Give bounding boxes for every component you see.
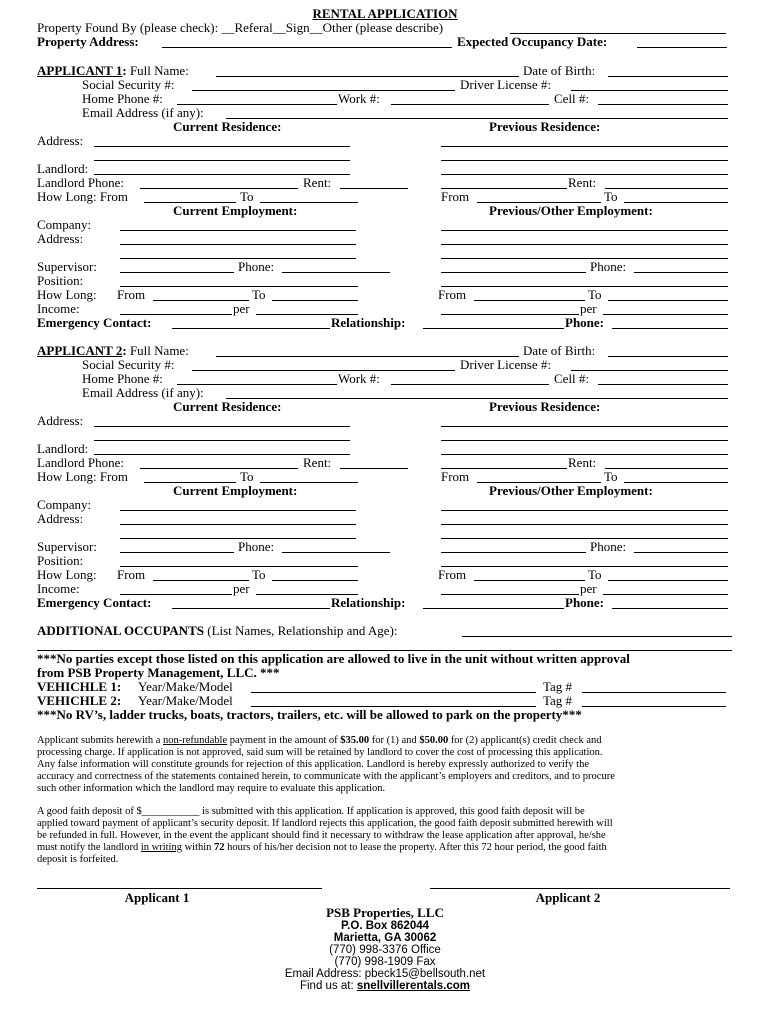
current-employment-to-field[interactable] [272,580,358,581]
previous-income-per-label: per [580,301,597,316]
current-position-field[interactable] [120,566,358,567]
driver-license-label: Driver License #: [460,77,551,92]
company-website-link[interactable]: snellvillerentals.com [356,980,471,992]
previous-address-field[interactable] [441,426,728,427]
current-employment-heading: Current Employment: [173,483,298,498]
current-employer-address-field[interactable] [120,524,356,525]
current-address-label: Address: [37,413,84,428]
previous-residence-heading: Previous Residence: [489,119,601,134]
previous-employer-address-field-2[interactable] [441,538,728,539]
relationship-field[interactable] [423,328,564,329]
previous-to-label: To [604,469,618,484]
previous-supervisor-phone-label: Phone: [590,539,627,554]
previous-income-field[interactable] [441,594,579,595]
previous-company-field[interactable] [441,510,728,511]
vehicle-2-tag-label: Tag # [543,693,573,708]
email-field[interactable] [226,118,728,119]
emergency-contact-field[interactable] [172,328,330,329]
previous-employment-heading: Previous/Other Employment: [489,483,653,498]
terms-p1-line2: processing charge. If application is not approved, said sum will be retained by landlord to cover the cost of processing this application. [37,747,603,758]
current-income-per-label: per [233,301,250,316]
current-address-field[interactable] [94,146,350,147]
previous-employment-to-label: To [588,567,602,582]
current-rent-field[interactable] [340,468,408,469]
terms-p2-line3: be refunded in full. However, in the event the applicant should find it necessary to withdraw the lease application after approval, he/she [37,830,606,841]
terms-p1-line3: Any false information will constitute grounds for rejection of this application. Landlord is hereby expressly authorized to verify the [37,759,589,770]
notice-occupants-line2: from PSB Property Management, LLC. *** [37,665,280,680]
current-supervisor-phone-field[interactable] [282,552,390,553]
previous-employment-to-field[interactable] [608,300,728,301]
current-employment-heading: Current Employment: [173,203,298,218]
previous-employment-from-label: From [438,287,467,302]
previous-employment-from-label: From [438,567,467,582]
previous-employment-heading: Previous/Other Employment: [489,203,653,218]
dob-field[interactable] [608,76,728,77]
income-label: Income: [37,301,80,316]
relationship-label: Relationship: [331,595,406,610]
current-company-field[interactable] [120,230,356,231]
email-field[interactable] [226,398,728,399]
previous-rent-label: Rent: [568,175,597,190]
previous-supervisor-phone-label: Phone: [590,259,627,274]
employer-address-label: Address: [37,511,84,526]
emergency-phone-field[interactable] [612,328,728,329]
dob-label: Date of Birth: [523,343,596,358]
previous-to-label: To [604,189,618,204]
current-how-long-label: How Long: From [37,469,128,484]
previous-position-field[interactable] [441,286,728,287]
applicant-heading: APPLICANT 1: Full Name: [37,63,189,78]
previous-employment-from-field[interactable] [474,300,585,301]
terms-p2-line5: deposit is forfeited. [37,854,119,865]
occupancy-date-label: Expected Occupancy Date: [457,34,608,49]
current-to-label: To [240,469,254,484]
current-to-label: To [240,189,254,204]
previous-employment-from-field[interactable] [474,580,585,581]
current-landlord-label: Landlord: [37,161,89,176]
employment-how-long-label: How Long: [37,567,97,582]
additional-occupants-label: ADDITIONAL OCCUPANTS (List Names, Relationship and Age): [37,623,398,638]
employment-how-long-label: How Long: [37,287,97,302]
company-email: Email Address: pbeck15@bellsouth.net [284,968,486,980]
current-supervisor-phone-label: Phone: [238,259,275,274]
terms-p2-line4: must notify the landlord in writing within 72 hours of his/her decision not to lease the property. After this 72 hour period, the good faith [37,842,607,853]
previous-employer-address-field[interactable] [441,244,728,245]
current-rent-label: Rent: [303,175,332,190]
previous-employment-to-field[interactable] [608,580,728,581]
employer-address-label: Address: [37,231,84,246]
previous-position-field[interactable] [441,566,728,567]
work-phone-field[interactable] [391,384,549,385]
emergency-contact-label: Emergency Contact: [37,315,152,330]
ssn-label: Social Security #: [82,357,175,372]
supervisor-label: Supervisor: [37,539,97,554]
vehicle-2-ymm-label: Year/Make/Model [138,693,233,708]
dob-field[interactable] [608,356,728,357]
current-landlord-phone-field[interactable] [140,188,298,189]
current-residence-heading: Current Residence: [173,119,282,134]
dob-label: Date of Birth: [523,63,596,78]
property-address-label: Property Address: [37,34,139,49]
relationship-field[interactable] [423,608,564,609]
company-name: PSB Properties, LLC [326,905,444,920]
vehicle-1-tag-field[interactable] [582,692,726,693]
current-income-per-label: per [233,581,250,596]
emergency-contact-field[interactable] [172,608,330,609]
emergency-phone-label: Phone: [565,595,604,610]
work-phone-field[interactable] [391,104,549,105]
previous-income-period-field[interactable] [603,594,728,595]
previous-employer-address-field-2[interactable] [441,258,728,259]
previous-from-label: From [441,189,470,204]
previous-from-label: From [441,469,470,484]
email-label: Email Address (if any): [82,385,204,400]
previous-rent-label: Rent: [568,455,597,470]
previous-income-per-label: per [580,581,597,596]
previous-employer-address-field[interactable] [441,524,728,525]
previous-income-period-field[interactable] [603,314,728,315]
previous-supervisor-field[interactable] [441,272,586,273]
employment-to-label: To [252,287,266,302]
emergency-phone-field[interactable] [612,608,728,609]
ssn-label: Social Security #: [82,77,175,92]
relationship-label: Relationship: [331,315,406,330]
current-landlord-label: Landlord: [37,441,89,456]
employment-to-label: To [252,567,266,582]
applicant-title: APPLICANT 2 [37,343,123,358]
income-label: Income: [37,581,80,596]
current-supervisor-phone-label: Phone: [238,539,275,554]
current-supervisor-phone-field[interactable] [282,272,390,273]
current-how-long-label: How Long: From [37,189,128,204]
emergency-phone-label: Phone: [565,315,604,330]
employment-from-label: From [117,287,146,302]
home-phone-label: Home Phone #: [82,371,163,386]
company-label: Company: [37,217,92,232]
previous-employment-to-label: To [588,287,602,302]
cell-phone-field[interactable] [598,104,728,105]
notice-occupants-line1: ***No parties except those listed on this application are allowed to live in the unit without written approval [37,651,630,666]
work-phone-label: Work #: [338,91,380,106]
company-po-box: P.O. Box 862044 [340,920,430,932]
driver-license-field[interactable] [571,90,728,91]
vehicle-1-ymm-label: Year/Make/Model [138,679,233,694]
ssn-field[interactable] [192,370,455,371]
company-office-phone: (770) 998-3376 Office [329,944,441,956]
current-company-field[interactable] [120,510,356,511]
applicant-heading: APPLICANT 2: Full Name: [37,343,189,358]
previous-income-field[interactable] [441,314,579,315]
property-address-field[interactable] [162,47,452,48]
current-position-field[interactable] [120,286,358,287]
cell-phone-field[interactable] [598,384,728,385]
previous-residence-heading: Previous Residence: [489,399,601,414]
ssn-field[interactable] [192,90,455,91]
current-address-label: Address: [37,133,84,148]
found-by-label: Property Found By (please check): __Referal__Sign__Other (please describe) [37,20,444,35]
previous-supervisor-phone-field[interactable] [634,552,728,553]
current-rent-field[interactable] [340,188,408,189]
vehicle-2-tag-field[interactable] [582,706,726,707]
terms-p2-line1: A good faith deposit of $___________ is submitted with this application. If application is approved, this good faith deposit will be [37,806,585,817]
previous-address-field-2[interactable] [441,160,728,161]
vehicle-1-tag-label: Tag # [543,679,573,694]
current-address-field-2[interactable] [94,440,350,441]
cell-phone-label: Cell #: [554,91,590,106]
current-address-field-2[interactable] [94,160,350,161]
current-supervisor-field[interactable] [120,272,234,273]
emergency-contact-label: Emergency Contact: [37,595,152,610]
position-label: Position: [37,553,84,568]
previous-address-field-2[interactable] [441,440,728,441]
applicant-1-signature-label: Applicant 1 [124,890,190,905]
previous-supervisor-field[interactable] [441,552,586,553]
current-employer-address-field[interactable] [120,244,356,245]
notice-vehicles: ***No RV’s, ladder trucks, boats, tractors, trailers, etc. will be allowed to park on the property*** [37,707,582,722]
applicant-2-signature-label: Applicant 2 [535,890,601,905]
company-fax: (770) 998-1909 Fax [334,956,436,968]
current-residence-heading: Current Residence: [173,399,282,414]
position-label: Position: [37,273,84,288]
cell-phone-label: Cell #: [554,371,590,386]
current-supervisor-field[interactable] [120,552,234,553]
previous-rent-field[interactable] [605,188,728,189]
applicant-1-signature-line[interactable] [37,888,322,889]
applicant-title: APPLICANT 1 [37,63,123,78]
employment-from-label: From [117,567,146,582]
applicant-2-signature-line[interactable] [430,888,730,889]
terms-p1-line1: Applicant submits herewith a non-refundable payment in the amount of $35.00 for (1) and $50.00 for (2) applicant(s) credit check and [37,735,602,746]
terms-p1-line5: such other information which the landlord may require to evaluate this application. [37,783,386,794]
additional-occupants-field[interactable] [462,636,732,637]
occupancy-date-field[interactable] [637,47,727,48]
current-employment-to-field[interactable] [272,300,358,301]
company-label: Company: [37,497,92,512]
company-city: Marietta, GA 30062 [333,932,437,944]
terms-p2-line2: applied toward payment of applicant’s security deposit. If landlord rejects this application, the good faith deposit submitted herewith will [37,818,613,829]
company-website-line: Find us at: snellvillerentals.com [299,980,471,992]
vehicle-1-ymm-field[interactable] [251,692,536,693]
vehicle-1-label: VEHICHLE 1: [37,679,122,694]
current-rent-label: Rent: [303,455,332,470]
driver-license-field[interactable] [571,370,728,371]
driver-license-label: Driver License #: [460,357,551,372]
vehicle-2-label: VEHICHLE 2: [37,693,122,708]
home-phone-label: Home Phone #: [82,91,163,106]
previous-address-field[interactable] [441,146,728,147]
work-phone-label: Work #: [338,371,380,386]
form-title: RENTAL APPLICATION [312,6,458,21]
current-landlord-phone-label: Landlord Phone: [37,455,125,470]
current-landlord-phone-field[interactable] [140,468,298,469]
current-landlord-phone-label: Landlord Phone: [37,175,125,190]
previous-supervisor-phone-field[interactable] [634,272,728,273]
email-label: Email Address (if any): [82,105,204,120]
current-address-field[interactable] [94,426,350,427]
previous-rent-field[interactable] [605,468,728,469]
terms-p1-line4: accuracy and correctness of the statements contained herein, to communicate with the applicant’s employers and creditors, and to procure [37,771,615,782]
supervisor-label: Supervisor: [37,259,97,274]
previous-company-field[interactable] [441,230,728,231]
